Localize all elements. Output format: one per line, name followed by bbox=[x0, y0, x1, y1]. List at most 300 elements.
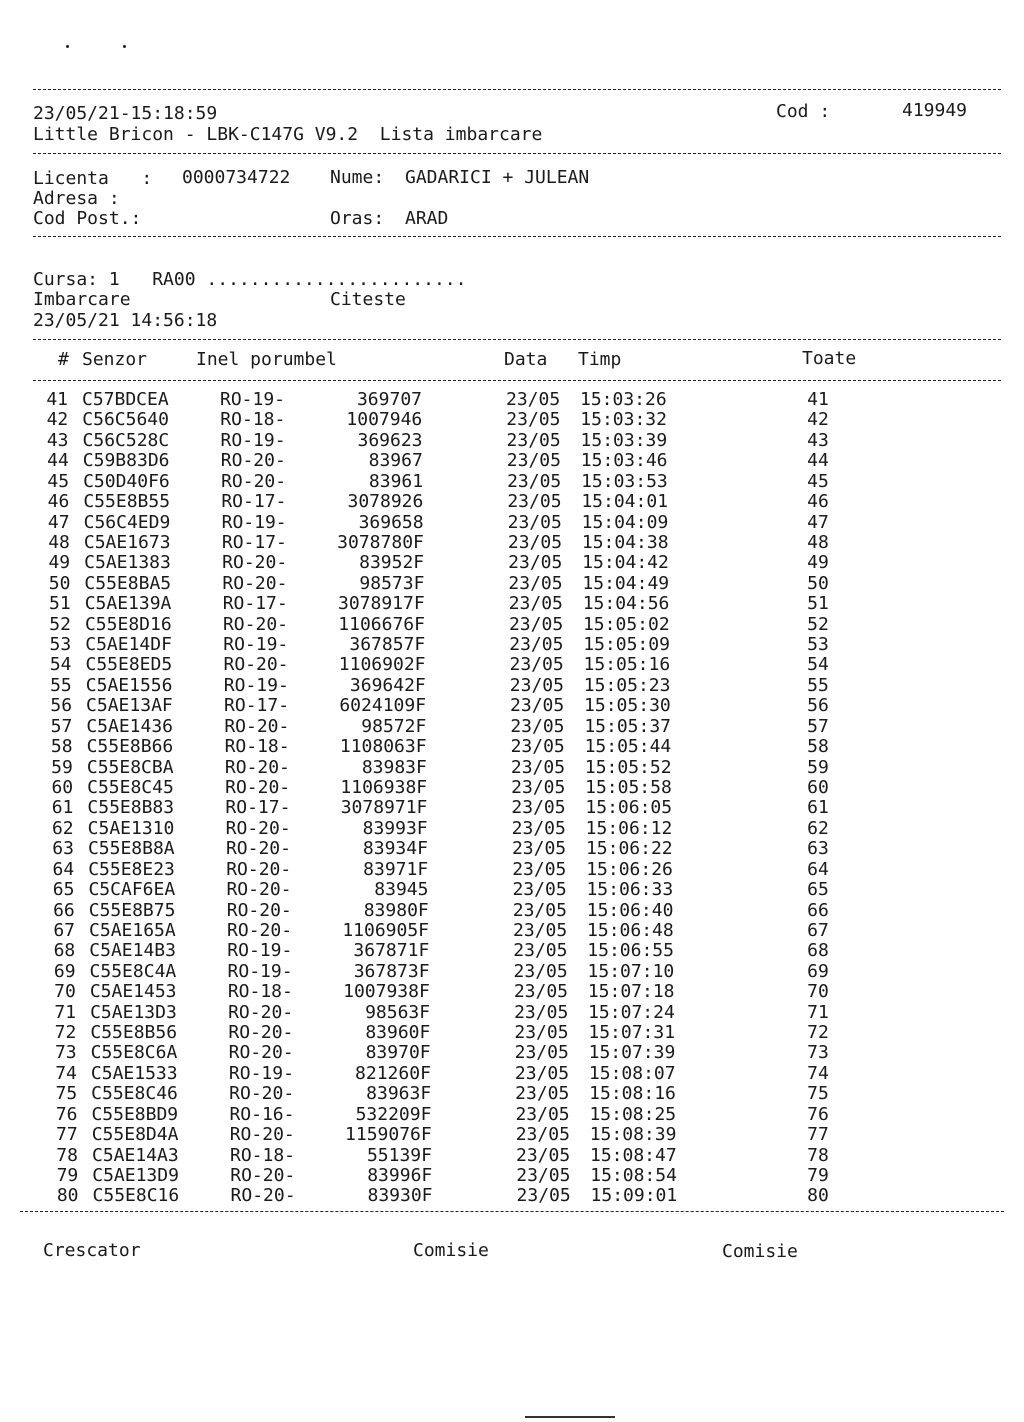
table-row bbox=[0, 1105, 1024, 1125]
row-toate: 44 bbox=[807, 450, 829, 472]
row-ring-prefix: RO-20- bbox=[224, 756, 290, 778]
row-toate: 77 bbox=[807, 1124, 829, 1146]
row-date: 23/05 bbox=[506, 389, 561, 410]
nume-value: GADARICI + JULEAN bbox=[405, 167, 590, 188]
row-time: 15:07:10 bbox=[587, 960, 675, 982]
table-row bbox=[0, 635, 1024, 655]
table-row bbox=[0, 696, 1024, 716]
row-time: 15:03:26 bbox=[580, 389, 667, 410]
table-row bbox=[0, 737, 1024, 757]
bottom-edge-mark bbox=[525, 1416, 615, 1418]
row-toate: 60 bbox=[807, 776, 829, 798]
row-toate: 67 bbox=[807, 919, 829, 941]
row-ring-prefix: RO-19- bbox=[228, 1062, 294, 1084]
row-ring-prefix: RO-20- bbox=[226, 879, 292, 901]
row-ring-prefix: RO-17- bbox=[225, 797, 291, 819]
citeste-label: Citeste bbox=[330, 289, 406, 310]
row-ring-prefix: RO-19- bbox=[220, 429, 286, 451]
row-date: 23/05 bbox=[509, 674, 564, 696]
row-senzor: C5AE139A bbox=[84, 593, 172, 615]
row-toate: 70 bbox=[807, 981, 829, 1003]
row-ring-number: 1106905F bbox=[342, 919, 430, 941]
row-ring-number: 83945 bbox=[374, 879, 429, 901]
row-number: 71 bbox=[54, 1001, 77, 1023]
row-senzor: C55E8BD9 bbox=[91, 1103, 179, 1125]
row-ring-prefix: RO-20- bbox=[228, 1042, 294, 1064]
row-senzor: C5AE13D9 bbox=[92, 1164, 179, 1186]
row-toate: 50 bbox=[807, 572, 829, 594]
row-time: 15:04:01 bbox=[581, 491, 669, 513]
row-senzor: C55E8B56 bbox=[90, 1022, 178, 1044]
row-number: 51 bbox=[49, 593, 71, 615]
row-toate: 46 bbox=[807, 491, 829, 513]
table-row bbox=[0, 655, 1024, 675]
table-row bbox=[0, 901, 1024, 921]
row-number: 80 bbox=[56, 1185, 79, 1207]
row-toate: 64 bbox=[807, 858, 829, 880]
row-senzor: C5AE13AF bbox=[86, 695, 173, 717]
row-date: 23/05 bbox=[507, 491, 562, 513]
crescator-signature-label: Crescator bbox=[43, 1240, 141, 1261]
row-toate: 45 bbox=[807, 470, 829, 492]
row-senzor: C5AE1556 bbox=[85, 674, 173, 696]
oras-label: Oras: bbox=[330, 208, 385, 229]
row-ring-prefix: RO-17- bbox=[221, 491, 287, 513]
divider bbox=[33, 380, 1001, 381]
row-time: 15:05:23 bbox=[583, 674, 671, 696]
row-toate: 56 bbox=[807, 695, 829, 717]
divider bbox=[33, 89, 1001, 90]
row-toate: 59 bbox=[807, 756, 829, 778]
row-number: 50 bbox=[48, 572, 71, 594]
table-row bbox=[0, 1186, 1024, 1206]
row-date: 23/05 bbox=[508, 552, 563, 574]
row-ring-prefix: RO-20- bbox=[225, 838, 291, 860]
row-senzor: C5AE13D3 bbox=[90, 1001, 177, 1023]
row-ring-number: 369707 bbox=[356, 389, 422, 410]
row-toate: 47 bbox=[807, 511, 829, 533]
divider bbox=[33, 339, 1001, 340]
row-senzor: C5AE1310 bbox=[87, 817, 175, 839]
comisie-signature-label: Comisie bbox=[413, 1240, 489, 1261]
row-senzor: C5AE165A bbox=[89, 919, 176, 941]
row-ring-number: 83993F bbox=[362, 817, 428, 839]
col-header-inel: Inel porumbel bbox=[196, 349, 337, 370]
row-senzor: C5AE14DF bbox=[85, 634, 172, 656]
row-ring-number: 3078780F bbox=[337, 531, 424, 553]
row-time: 15:05:52 bbox=[584, 756, 672, 778]
row-date: 23/05 bbox=[512, 858, 567, 880]
row-number: 45 bbox=[47, 470, 70, 492]
row-ring-prefix: RO-20- bbox=[222, 613, 288, 635]
row-ring-number: 55139F bbox=[366, 1144, 432, 1166]
row-ring-number: 83983F bbox=[361, 756, 427, 778]
row-ring-number: 367857F bbox=[349, 634, 426, 656]
row-ring-prefix: RO-18- bbox=[227, 981, 293, 1003]
row-toate: 61 bbox=[807, 797, 829, 819]
row-ring-prefix: RO-19- bbox=[227, 940, 293, 962]
row-time: 15:08:07 bbox=[588, 1062, 676, 1084]
row-ring-number: 1007946 bbox=[346, 409, 423, 431]
row-toate: 43 bbox=[807, 429, 829, 451]
row-ring-number: 83971F bbox=[363, 858, 429, 880]
table-row bbox=[0, 594, 1024, 614]
row-ring-prefix: RO-20- bbox=[222, 552, 288, 574]
row-number: 60 bbox=[51, 776, 74, 798]
row-senzor: C55E8B75 bbox=[88, 899, 176, 921]
row-ring-number: 98573F bbox=[359, 572, 425, 594]
table-row bbox=[0, 676, 1024, 696]
row-senzor: C5AE1453 bbox=[89, 981, 177, 1003]
table-row bbox=[0, 533, 1024, 553]
row-date: 23/05 bbox=[516, 1185, 571, 1207]
row-number: 55 bbox=[50, 674, 72, 696]
row-date: 23/05 bbox=[512, 899, 567, 921]
row-toate: 78 bbox=[807, 1144, 829, 1166]
row-senzor: C55E8B8A bbox=[87, 838, 175, 860]
row-senzor: C55E8C45 bbox=[87, 776, 174, 798]
row-toate: 42 bbox=[807, 409, 829, 431]
row-number: 62 bbox=[51, 817, 74, 839]
row-ring-prefix: RO-19- bbox=[227, 960, 293, 982]
row-senzor: C55E8D4A bbox=[91, 1124, 179, 1146]
row-ring-number: 98563F bbox=[365, 1001, 431, 1023]
row-ring-number: 3078971F bbox=[340, 797, 428, 819]
row-number: 64 bbox=[52, 858, 75, 880]
row-ring-number: 83996F bbox=[367, 1164, 433, 1186]
row-date: 23/05 bbox=[510, 715, 565, 737]
row-date: 23/05 bbox=[506, 409, 561, 431]
row-date: 23/05 bbox=[507, 511, 562, 533]
row-ring-number: 1007938F bbox=[343, 981, 430, 1003]
row-senzor: C55E8E23 bbox=[88, 858, 175, 880]
row-toate: 79 bbox=[807, 1164, 829, 1186]
row-ring-prefix: RO-16- bbox=[229, 1103, 295, 1125]
row-date: 23/05 bbox=[508, 593, 563, 615]
row-time: 15:05:37 bbox=[584, 715, 672, 737]
row-date: 23/05 bbox=[508, 613, 564, 635]
col-header-data: Data bbox=[504, 349, 548, 370]
col-header-toate: Toate bbox=[802, 348, 857, 369]
row-time: 15:08:39 bbox=[589, 1124, 677, 1146]
row-date: 23/05 bbox=[515, 1083, 570, 1105]
row-ring-prefix: RO-18- bbox=[229, 1144, 296, 1166]
cod-label: Cod : bbox=[776, 101, 831, 122]
divider bbox=[33, 153, 1001, 154]
row-number: 68 bbox=[53, 940, 76, 962]
row-ring-prefix: RO-20- bbox=[226, 858, 292, 880]
table-row bbox=[0, 1166, 1024, 1186]
row-ring-number: 83967 bbox=[368, 450, 423, 472]
row-number: 46 bbox=[47, 491, 70, 513]
row-ring-prefix: RO-20- bbox=[222, 572, 288, 594]
row-number: 48 bbox=[48, 531, 70, 553]
table-row bbox=[0, 982, 1024, 1002]
row-date: 23/05 bbox=[509, 634, 564, 656]
row-date: 23/05 bbox=[511, 817, 566, 839]
row-date: 23/05 bbox=[511, 838, 567, 860]
row-ring-number: 369642F bbox=[349, 674, 426, 696]
row-time: 15:05:44 bbox=[584, 736, 672, 758]
row-senzor: C55E8CBA bbox=[86, 756, 174, 778]
row-ring-number: 367873F bbox=[353, 960, 430, 982]
table-row bbox=[0, 921, 1024, 941]
row-senzor: C55E8C46 bbox=[91, 1083, 178, 1105]
row-time: 15:06:33 bbox=[586, 879, 674, 901]
row-ring-number: 369658 bbox=[358, 511, 424, 533]
divider bbox=[33, 236, 1001, 237]
row-date: 23/05 bbox=[506, 429, 561, 451]
row-ring-prefix: RO-20- bbox=[221, 470, 287, 492]
row-date: 23/05 bbox=[513, 919, 568, 941]
row-ring-prefix: RO-20- bbox=[229, 1083, 295, 1105]
row-time: 15:07:18 bbox=[587, 981, 675, 1003]
row-ring-prefix: RO-18- bbox=[220, 409, 286, 431]
row-date: 23/05 bbox=[506, 450, 561, 472]
speck bbox=[123, 45, 126, 48]
row-senzor: C55E8D16 bbox=[84, 613, 172, 635]
row-time: 15:07:39 bbox=[588, 1042, 676, 1064]
row-toate: 54 bbox=[807, 654, 829, 676]
row-ring-number: 1159076F bbox=[345, 1124, 432, 1146]
row-time: 15:08:47 bbox=[589, 1144, 677, 1166]
row-number: 53 bbox=[49, 634, 72, 656]
row-date: 23/05 bbox=[515, 1124, 570, 1146]
report-datetime: 23/05/21-15:18:59 bbox=[33, 103, 218, 124]
row-time: 15:04:56 bbox=[582, 593, 670, 615]
row-number: 63 bbox=[52, 838, 74, 860]
table-row bbox=[0, 819, 1024, 839]
row-number: 72 bbox=[54, 1022, 77, 1044]
row-toate: 63 bbox=[807, 838, 829, 860]
row-senzor: C55E8C6A bbox=[90, 1042, 178, 1064]
row-ring-number: 83934F bbox=[362, 838, 428, 860]
row-time: 15:07:31 bbox=[588, 1022, 676, 1044]
imbarcare-label: Imbarcare bbox=[33, 289, 131, 310]
row-ring-prefix: RO-19- bbox=[223, 634, 289, 656]
row-ring-prefix: RO-19- bbox=[220, 389, 286, 410]
row-toate: 72 bbox=[807, 1022, 829, 1044]
table-row bbox=[0, 717, 1024, 737]
row-ring-prefix: RO-20- bbox=[225, 817, 291, 839]
row-number: 59 bbox=[51, 756, 73, 778]
table-row bbox=[0, 860, 1024, 880]
row-senzor: C57BDCEA bbox=[82, 389, 169, 410]
row-ring-prefix: RO-17- bbox=[221, 531, 287, 553]
row-time: 15:05:09 bbox=[583, 634, 670, 656]
row-time: 15:06:05 bbox=[585, 797, 673, 819]
row-ring-number: 98572F bbox=[361, 715, 427, 737]
row-ring-prefix: RO-20- bbox=[230, 1185, 296, 1207]
table-row bbox=[0, 1146, 1024, 1166]
table-row bbox=[0, 962, 1024, 982]
table-row bbox=[0, 390, 1024, 410]
cod-value: 419949 bbox=[902, 100, 968, 121]
row-time: 15:04:49 bbox=[582, 572, 670, 594]
row-number: 52 bbox=[49, 613, 71, 635]
row-ring-prefix: RO-20- bbox=[228, 1001, 294, 1023]
row-date: 23/05 bbox=[510, 756, 566, 778]
row-senzor: C55E8C4A bbox=[89, 960, 177, 982]
row-ring-prefix: RO-20- bbox=[224, 715, 290, 737]
cursa-line: Cursa: 1 RA00 ........................ bbox=[33, 269, 467, 290]
row-toate: 55 bbox=[807, 674, 829, 696]
licenta-label: Licenta : bbox=[33, 168, 153, 189]
row-ring-prefix: RO-20- bbox=[227, 919, 293, 941]
row-toate: 66 bbox=[807, 899, 829, 921]
table-row bbox=[0, 941, 1024, 961]
col-header-timp: Timp bbox=[578, 349, 622, 370]
table-row bbox=[0, 553, 1024, 573]
row-ring-number: 83930F bbox=[367, 1185, 433, 1207]
row-senzor: C5AE1383 bbox=[84, 552, 171, 574]
row-number: 41 bbox=[46, 389, 68, 410]
row-ring-number: 83952F bbox=[359, 552, 425, 574]
row-senzor: C56C5640 bbox=[82, 409, 169, 431]
row-time: 15:04:42 bbox=[582, 552, 669, 574]
row-ring-number: 6024109F bbox=[339, 695, 427, 717]
row-senzor: C59B83D6 bbox=[82, 450, 170, 472]
row-ring-number: 1106676F bbox=[338, 613, 425, 635]
row-senzor: C55E8C16 bbox=[92, 1185, 180, 1207]
row-time: 15:06:12 bbox=[585, 817, 673, 839]
row-date: 23/05 bbox=[512, 879, 567, 901]
row-time: 15:03:53 bbox=[581, 470, 668, 492]
licenta-value: 0000734722 bbox=[182, 167, 291, 188]
row-senzor: C55E8B83 bbox=[87, 797, 175, 819]
table-row bbox=[0, 1043, 1024, 1063]
row-ring-number: 367871F bbox=[353, 940, 430, 962]
row-ring-prefix: RO-20- bbox=[228, 1022, 294, 1044]
row-date: 23/05 bbox=[511, 797, 566, 819]
row-time: 15:08:54 bbox=[590, 1164, 677, 1186]
row-ring-number: 3078926 bbox=[347, 491, 424, 513]
row-senzor: C55E8BA5 bbox=[84, 572, 172, 594]
table-row bbox=[0, 1023, 1024, 1043]
table-row bbox=[0, 472, 1024, 492]
table-row bbox=[0, 1064, 1024, 1084]
row-time: 15:06:22 bbox=[585, 838, 673, 860]
row-time: 15:06:26 bbox=[586, 858, 673, 880]
row-senzor: C56C528C bbox=[82, 429, 170, 451]
row-toate: 58 bbox=[807, 736, 829, 758]
row-number: 47 bbox=[47, 511, 70, 533]
row-date: 23/05 bbox=[507, 531, 563, 553]
table-row bbox=[0, 431, 1024, 451]
table-row bbox=[0, 1003, 1024, 1023]
row-ring-prefix: RO-18- bbox=[224, 736, 290, 758]
row-ring-number: 3078917F bbox=[337, 593, 425, 615]
row-toate: 76 bbox=[807, 1103, 829, 1125]
row-date: 23/05 bbox=[511, 776, 566, 798]
row-time: 15:05:16 bbox=[583, 654, 671, 676]
row-ring-prefix: RO-20- bbox=[230, 1164, 296, 1186]
row-time: 15:08:25 bbox=[589, 1103, 677, 1125]
row-ring-number: 83970F bbox=[365, 1042, 431, 1064]
row-senzor: C5AE1436 bbox=[86, 715, 174, 737]
col-header-senzor: Senzor bbox=[82, 349, 148, 370]
table-row bbox=[0, 1125, 1024, 1145]
row-ring-number: 1106938F bbox=[340, 776, 428, 798]
row-date: 23/05 bbox=[516, 1164, 571, 1186]
row-number: 75 bbox=[55, 1083, 78, 1105]
cod-post-label: Cod Post.: bbox=[33, 208, 142, 229]
row-number: 65 bbox=[52, 879, 75, 901]
adresa-label: Adresa : bbox=[33, 188, 120, 209]
table-row bbox=[0, 492, 1024, 512]
row-date: 23/05 bbox=[508, 572, 563, 594]
row-senzor: C55E8B66 bbox=[86, 736, 174, 758]
row-number: 44 bbox=[47, 450, 69, 472]
row-number: 77 bbox=[56, 1124, 78, 1146]
row-number: 54 bbox=[49, 654, 72, 676]
row-number: 42 bbox=[46, 409, 69, 431]
row-number: 69 bbox=[53, 960, 76, 982]
row-toate: 48 bbox=[807, 531, 829, 553]
row-time: 15:04:38 bbox=[581, 531, 669, 553]
row-time: 15:05:30 bbox=[584, 695, 671, 717]
table-row bbox=[0, 513, 1024, 533]
row-senzor: C55E8ED5 bbox=[85, 654, 173, 676]
row-toate: 65 bbox=[807, 879, 829, 901]
table-row bbox=[0, 839, 1024, 859]
nume-label: Nume: bbox=[330, 167, 385, 188]
report-title: Little Bricon - LBK-C147G V9.2 Lista imbarcare bbox=[33, 124, 543, 145]
row-date: 23/05 bbox=[513, 960, 568, 982]
table-row bbox=[0, 574, 1024, 594]
row-senzor: C5AE1673 bbox=[83, 531, 171, 553]
row-ring-prefix: RO-17- bbox=[224, 695, 290, 717]
row-number: 70 bbox=[54, 981, 76, 1003]
row-toate: 68 bbox=[807, 940, 829, 962]
row-date: 23/05 bbox=[510, 736, 565, 758]
row-number: 49 bbox=[48, 552, 71, 574]
table-row bbox=[0, 798, 1024, 818]
row-time: 15:06:40 bbox=[586, 899, 674, 921]
row-ring-prefix: RO-20- bbox=[226, 899, 292, 921]
row-time: 15:05:02 bbox=[582, 613, 670, 635]
table-row bbox=[0, 615, 1024, 635]
row-ring-prefix: RO-19- bbox=[221, 511, 287, 533]
row-time: 15:07:24 bbox=[588, 1001, 675, 1023]
row-date: 23/05 bbox=[514, 1042, 569, 1064]
row-toate: 71 bbox=[807, 1001, 829, 1023]
row-date: 23/05 bbox=[510, 695, 565, 717]
row-senzor: C56C4ED9 bbox=[83, 511, 171, 533]
row-ring-prefix: RO-20- bbox=[220, 450, 286, 472]
oras-value: ARAD bbox=[405, 208, 449, 229]
row-number: 73 bbox=[54, 1042, 77, 1064]
row-date: 23/05 bbox=[509, 654, 564, 676]
row-ring-prefix: RO-20- bbox=[223, 654, 289, 676]
row-ring-number: 83963F bbox=[366, 1083, 432, 1105]
row-number: 56 bbox=[50, 695, 73, 717]
row-date: 23/05 bbox=[514, 1062, 570, 1084]
row-time: 15:08:16 bbox=[589, 1083, 676, 1105]
row-time: 15:03:39 bbox=[580, 429, 668, 451]
row-toate: 52 bbox=[807, 613, 829, 635]
row-ring-prefix: RO-17- bbox=[222, 593, 288, 615]
row-number: 43 bbox=[46, 429, 69, 451]
row-toate: 51 bbox=[807, 593, 829, 615]
table-row bbox=[0, 1084, 1024, 1104]
row-ring-number: 532209F bbox=[355, 1103, 432, 1125]
imbarcare-datetime: 23/05/21 14:56:18 bbox=[33, 310, 218, 331]
row-number: 74 bbox=[55, 1062, 77, 1084]
row-number: 58 bbox=[50, 736, 73, 758]
table-row bbox=[0, 758, 1024, 778]
row-senzor: C5CAF6EA bbox=[88, 879, 176, 901]
